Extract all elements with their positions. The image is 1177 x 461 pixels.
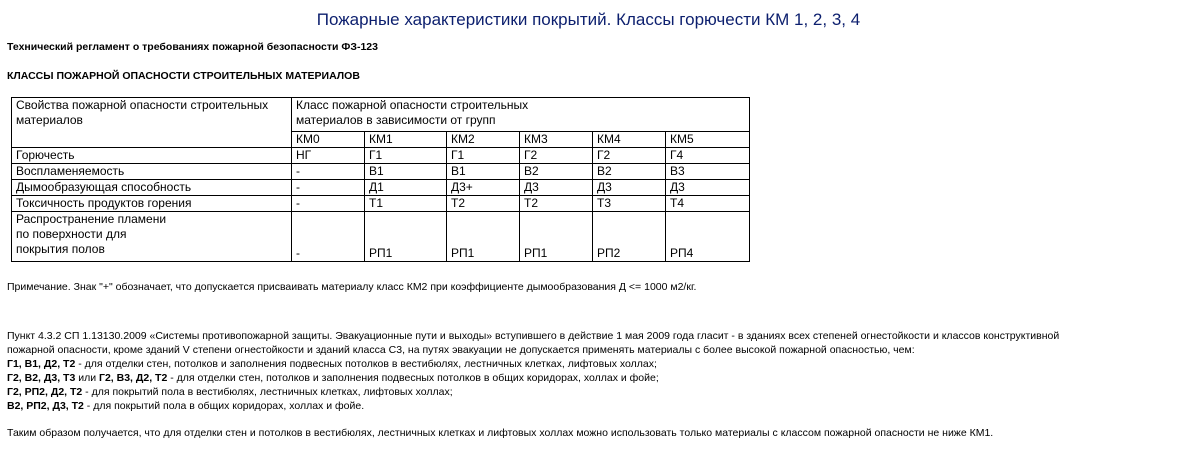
table-cell: Г2 — [520, 148, 593, 164]
row-property: Горючесть — [12, 148, 292, 164]
row-property: Распространение пламени по поверхности для покрытия полов — [12, 212, 292, 262]
table-cell: В2 — [520, 164, 593, 180]
row-property: Дымообразующая способность — [12, 180, 292, 196]
document-subtitle: Технический регламент о требованиях пожарной безопасности ФЗ-123 — [7, 41, 378, 53]
class-header-km4: КМ4 — [593, 132, 666, 148]
fire-hazard-classes-table — [11, 97, 750, 262]
table-cell: Г2 — [593, 148, 666, 164]
class-header-km2: КМ2 — [447, 132, 520, 148]
table-cell: Г4 — [666, 148, 750, 164]
requirement-item: Г2, В2, Д3, Т3 или Г2, В3, Д2, Т2 - для отделки стен, потолков и заполнения подвесных потолков в общих коридорах, холлах и фойе; — [7, 372, 659, 384]
table-cell: В1 — [447, 164, 520, 180]
class-header-km0: КМ0 — [292, 132, 365, 148]
table-cell: Д3 — [520, 180, 593, 196]
table-cell: РП1 — [365, 212, 447, 262]
table-header-row — [12, 98, 750, 132]
table-cell: - — [292, 212, 365, 262]
table-row — [12, 164, 750, 180]
requirement-classes: Г1, В1, Д2, Т2 — [7, 358, 76, 370]
table-cell: Т2 — [520, 196, 593, 212]
page-title: Пожарные характеристики покрытий. Классы горючести КМ 1, 2, 3, 4 — [316, 10, 861, 29]
table-note: Примечание. Знак "+" обозначает, что допускается присваивать материалу класс КМ2 при коэффициенте дымообразования Д <= 1000 м2/кг. — [7, 281, 697, 293]
table-cell: Т3 — [593, 196, 666, 212]
table-cell: Д3+ — [447, 180, 520, 196]
table-row — [12, 148, 750, 164]
table-row — [12, 196, 750, 212]
header-classes: Класс пожарной опасности строительных материалов в зависимости от групп — [292, 98, 750, 132]
class-header-km1: КМ1 — [365, 132, 447, 148]
table-row — [12, 180, 750, 196]
requirement-classes: В2, РП2, Д3, Т2 — [7, 400, 84, 412]
requirement-item: В2, РП2, Д3, Т2 - для покрытий пола в общих коридорах, холлах и фойе. — [7, 400, 365, 412]
table-cell: Д1 — [365, 180, 447, 196]
requirement-classes: Г2, В2, Д3, Т3 — [7, 372, 76, 384]
requirement-item: Г1, В1, Д2, Т2 - для отделки стен, потолков и заполнения подвесных потолков в вестибюлях, лестничных клетках, лифтовых холлах; — [7, 358, 657, 370]
row-property: Воспламеняемость — [12, 164, 292, 180]
table-cell: РП2 — [593, 212, 666, 262]
table-cell: В2 — [593, 164, 666, 180]
regulation-paragraph — [7, 329, 1169, 413]
table-cell: Д3 — [666, 180, 750, 196]
table-cell: РП1 — [520, 212, 593, 262]
table-cell: Г1 — [447, 148, 520, 164]
table-cell: - — [292, 164, 365, 180]
table-cell: Т1 — [365, 196, 447, 212]
section-heading: КЛАССЫ ПОЖАРНОЙ ОПАСНОСТИ СТРОИТЕЛЬНЫХ МАТЕРИАЛОВ — [7, 70, 360, 82]
table-row — [12, 212, 750, 262]
requirement-item: Г2, РП2, Д2, Т2 - для покрытий пола в вестибюлях, лестничных клетках, лифтовых холлах; — [7, 386, 453, 398]
table-cell: Г1 — [365, 148, 447, 164]
table-cell: Т2 — [447, 196, 520, 212]
paragraph-line: пожарной опасности, кроме зданий V степени огнестойкости и зданий класса С3, на путях эвакуации не допускается применять материалы с более высокой пожарной опасностью, чем: — [7, 344, 915, 356]
header-properties: Свойства пожарной опасности строительных материалов — [12, 98, 292, 148]
requirement-classes: Г2, РП2, Д2, Т2 — [7, 386, 83, 398]
requirement-classes: Г2, В3, Д2, Т2 — [99, 372, 168, 384]
row-property: Токсичность продуктов горения — [12, 196, 292, 212]
class-header-km3: КМ3 — [520, 132, 593, 148]
table-cell: В3 — [666, 164, 750, 180]
table-cell: НГ — [292, 148, 365, 164]
table-cell: РП4 — [666, 212, 750, 262]
table-cell: В1 — [365, 164, 447, 180]
table-cell: Т4 — [666, 196, 750, 212]
conclusion: Таким образом получается, что для отделки стен и потолков в вестибюлях, лестничных клетках и лифтовых холлах можно использовать только материалы с классом пожарной опасности не ниже КМ1. — [7, 427, 994, 439]
table-cell: РП1 — [447, 212, 520, 262]
class-header-km5: КМ5 — [666, 132, 750, 148]
table-cell: - — [292, 180, 365, 196]
paragraph-line: Пункт 4.3.2 СП 1.13130.2009 «Системы противопожарной защиты. Эвакуационные пути и выходы» вступившего в действие 1 мая 2009 года гласит - в зданиях всех степеней огнестойкости и классов конструктивной — [7, 330, 1060, 342]
table-cell: Д3 — [593, 180, 666, 196]
table-cell: - — [292, 196, 365, 212]
